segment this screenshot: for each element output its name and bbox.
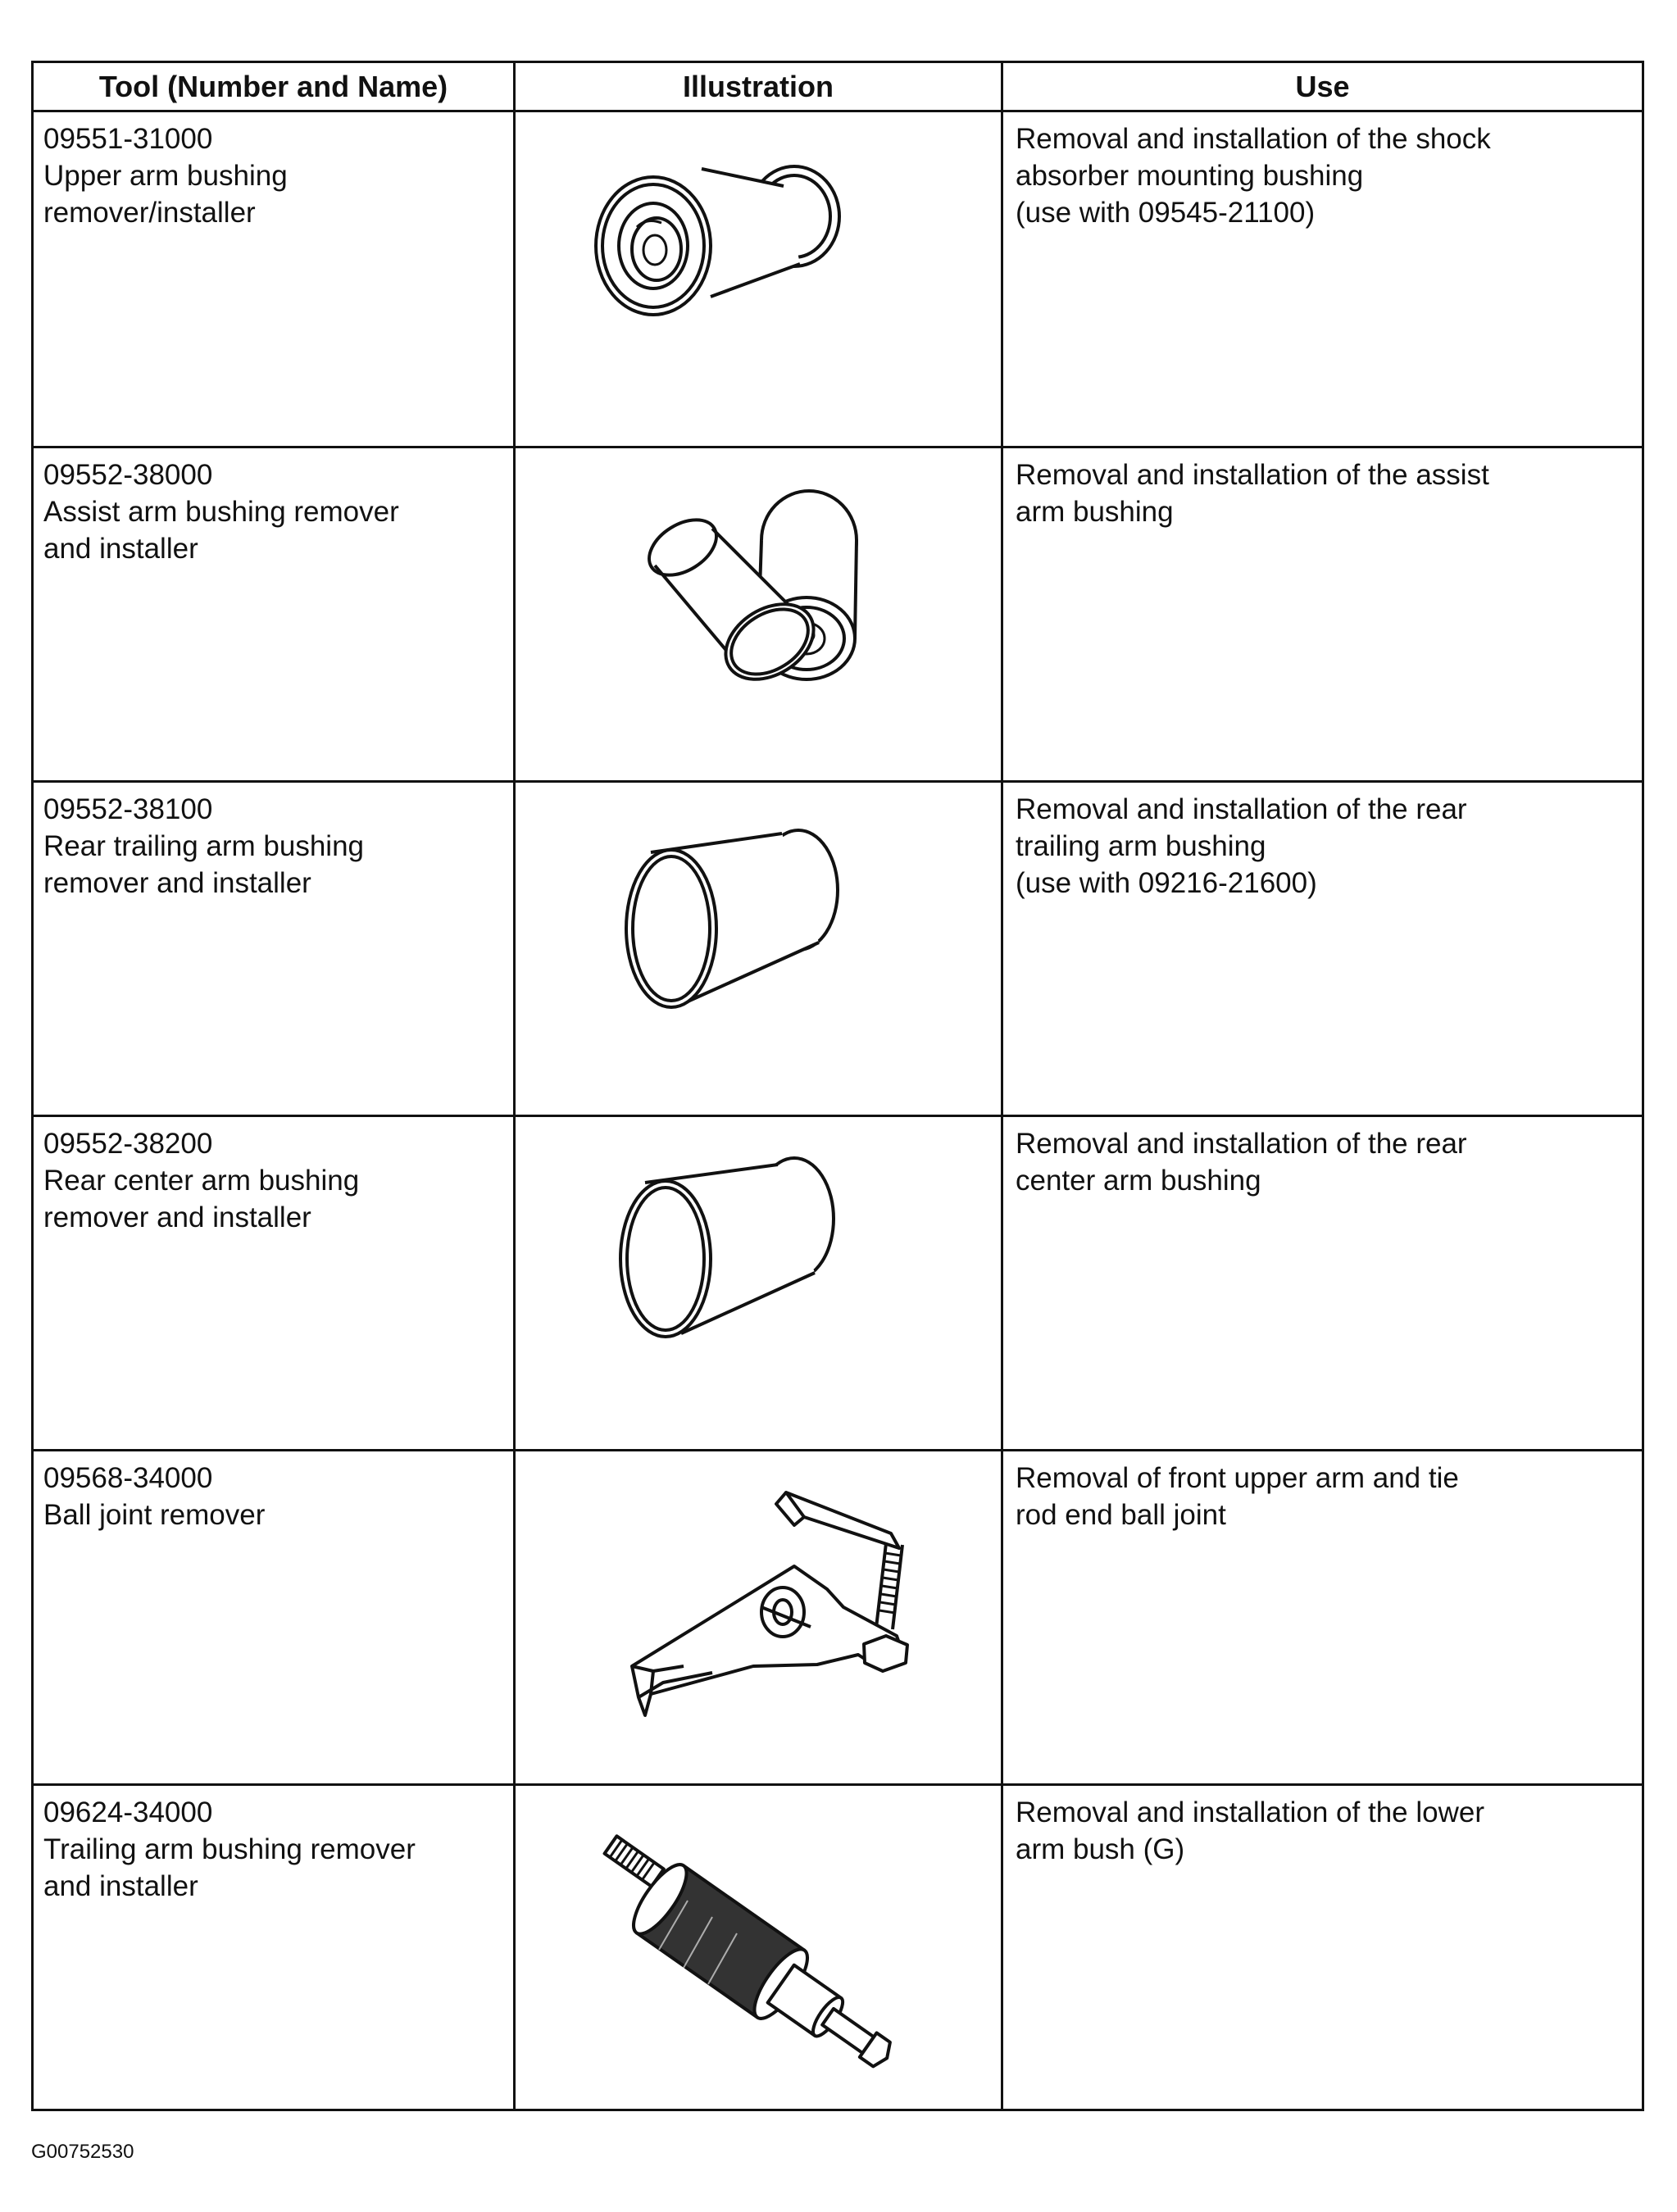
illustration-cell: [516, 1451, 1001, 1783]
use-cell: [1016, 1794, 1622, 1868]
tool-cell: [43, 120, 502, 231]
special-tools-table: [31, 61, 1644, 2111]
use-cell: [1016, 791, 1622, 902]
tool-name-line: remover and installer: [43, 1201, 311, 1233]
use-line: Removal and installation of the assist: [1016, 459, 1489, 491]
tool-number: 09624-34000: [43, 1796, 213, 1828]
twin-sleeve-tool-icon: [516, 448, 1001, 780]
use-cell: [1016, 120, 1622, 231]
use-line: arm bush (G): [1016, 1833, 1185, 1865]
illustration-cell: [516, 1117, 1001, 1449]
tool-name-line: remover/installer: [43, 197, 256, 229]
table-row: [34, 1115, 1642, 1449]
use-line: Removal and installation of the rear: [1016, 793, 1467, 825]
table-header: [34, 63, 1642, 112]
tool-number: 09551-31000: [43, 123, 213, 155]
tool-name-line: Upper arm bushing: [43, 160, 288, 192]
use-cell: [1016, 1125, 1622, 1199]
tool-cell: [43, 456, 502, 567]
use-cell: [1016, 456, 1622, 530]
use-line: (use with 09216-21600): [1016, 867, 1317, 899]
tool-name-line: Rear center arm bushing: [43, 1165, 360, 1197]
tool-cell: [43, 1460, 502, 1533]
tool-number: 09552-38100: [43, 793, 213, 825]
header-use: Use: [1295, 70, 1350, 103]
use-line: center arm bushing: [1016, 1165, 1261, 1197]
table-row: [34, 446, 1642, 780]
use-line: Removal and installation of the rear: [1016, 1128, 1467, 1160]
figure-id: G00752530: [31, 2141, 134, 2163]
sleeve-tool-icon: [516, 1117, 1001, 1449]
illustration-cell: [516, 783, 1001, 1115]
header-tool: Tool (Number and Name): [98, 70, 448, 103]
ball-joint-remover-icon: [516, 1451, 1001, 1783]
tool-name-line: Rear trailing arm bushing: [43, 830, 365, 862]
tool-cell: [43, 791, 502, 902]
use-line: Removal of front upper arm and tie: [1016, 1462, 1459, 1494]
illustration-cell: [516, 112, 1001, 446]
table-row: [34, 1783, 1642, 2109]
tool-name-line: remover and installer: [43, 867, 311, 899]
tool-name-line: and installer: [43, 533, 198, 565]
tool-number: 09552-38000: [43, 459, 213, 491]
tool-cell: [43, 1794, 502, 1905]
tool-name-line: Ball joint remover: [43, 1499, 266, 1531]
stepped-bushing-tool-icon: [516, 112, 1001, 446]
use-line: Removal and installation of the shock: [1016, 123, 1491, 155]
bolt-puller-tool-icon: [516, 1786, 1001, 2110]
header-illustration: Illustration: [682, 70, 834, 103]
illustration-cell: [516, 1786, 1001, 2109]
use-line: Removal and installation of the lower: [1016, 1796, 1484, 1828]
tool-name-line: and installer: [43, 1870, 198, 1902]
use-line: absorber mounting bushing: [1016, 160, 1364, 192]
use-line: trailing arm bushing: [1016, 830, 1266, 862]
tool-name-line: Trailing arm bushing remover: [43, 1833, 416, 1865]
use-line: rod end ball joint: [1016, 1499, 1226, 1531]
table-row: [34, 780, 1642, 1115]
use-cell: [1016, 1460, 1622, 1533]
illustration-cell: [516, 448, 1001, 780]
use-line: (use with 09545-21100): [1016, 197, 1316, 229]
use-line: arm bushing: [1016, 496, 1174, 528]
tool-number: 09552-38200: [43, 1128, 213, 1160]
sleeve-tool-icon: [516, 783, 1001, 1115]
tool-cell: [43, 1125, 502, 1236]
table-row: [34, 112, 1642, 446]
table-row: [34, 1449, 1642, 1783]
tool-number: 09568-34000: [43, 1462, 213, 1494]
tool-name-line: Assist arm bushing remover: [43, 496, 399, 528]
